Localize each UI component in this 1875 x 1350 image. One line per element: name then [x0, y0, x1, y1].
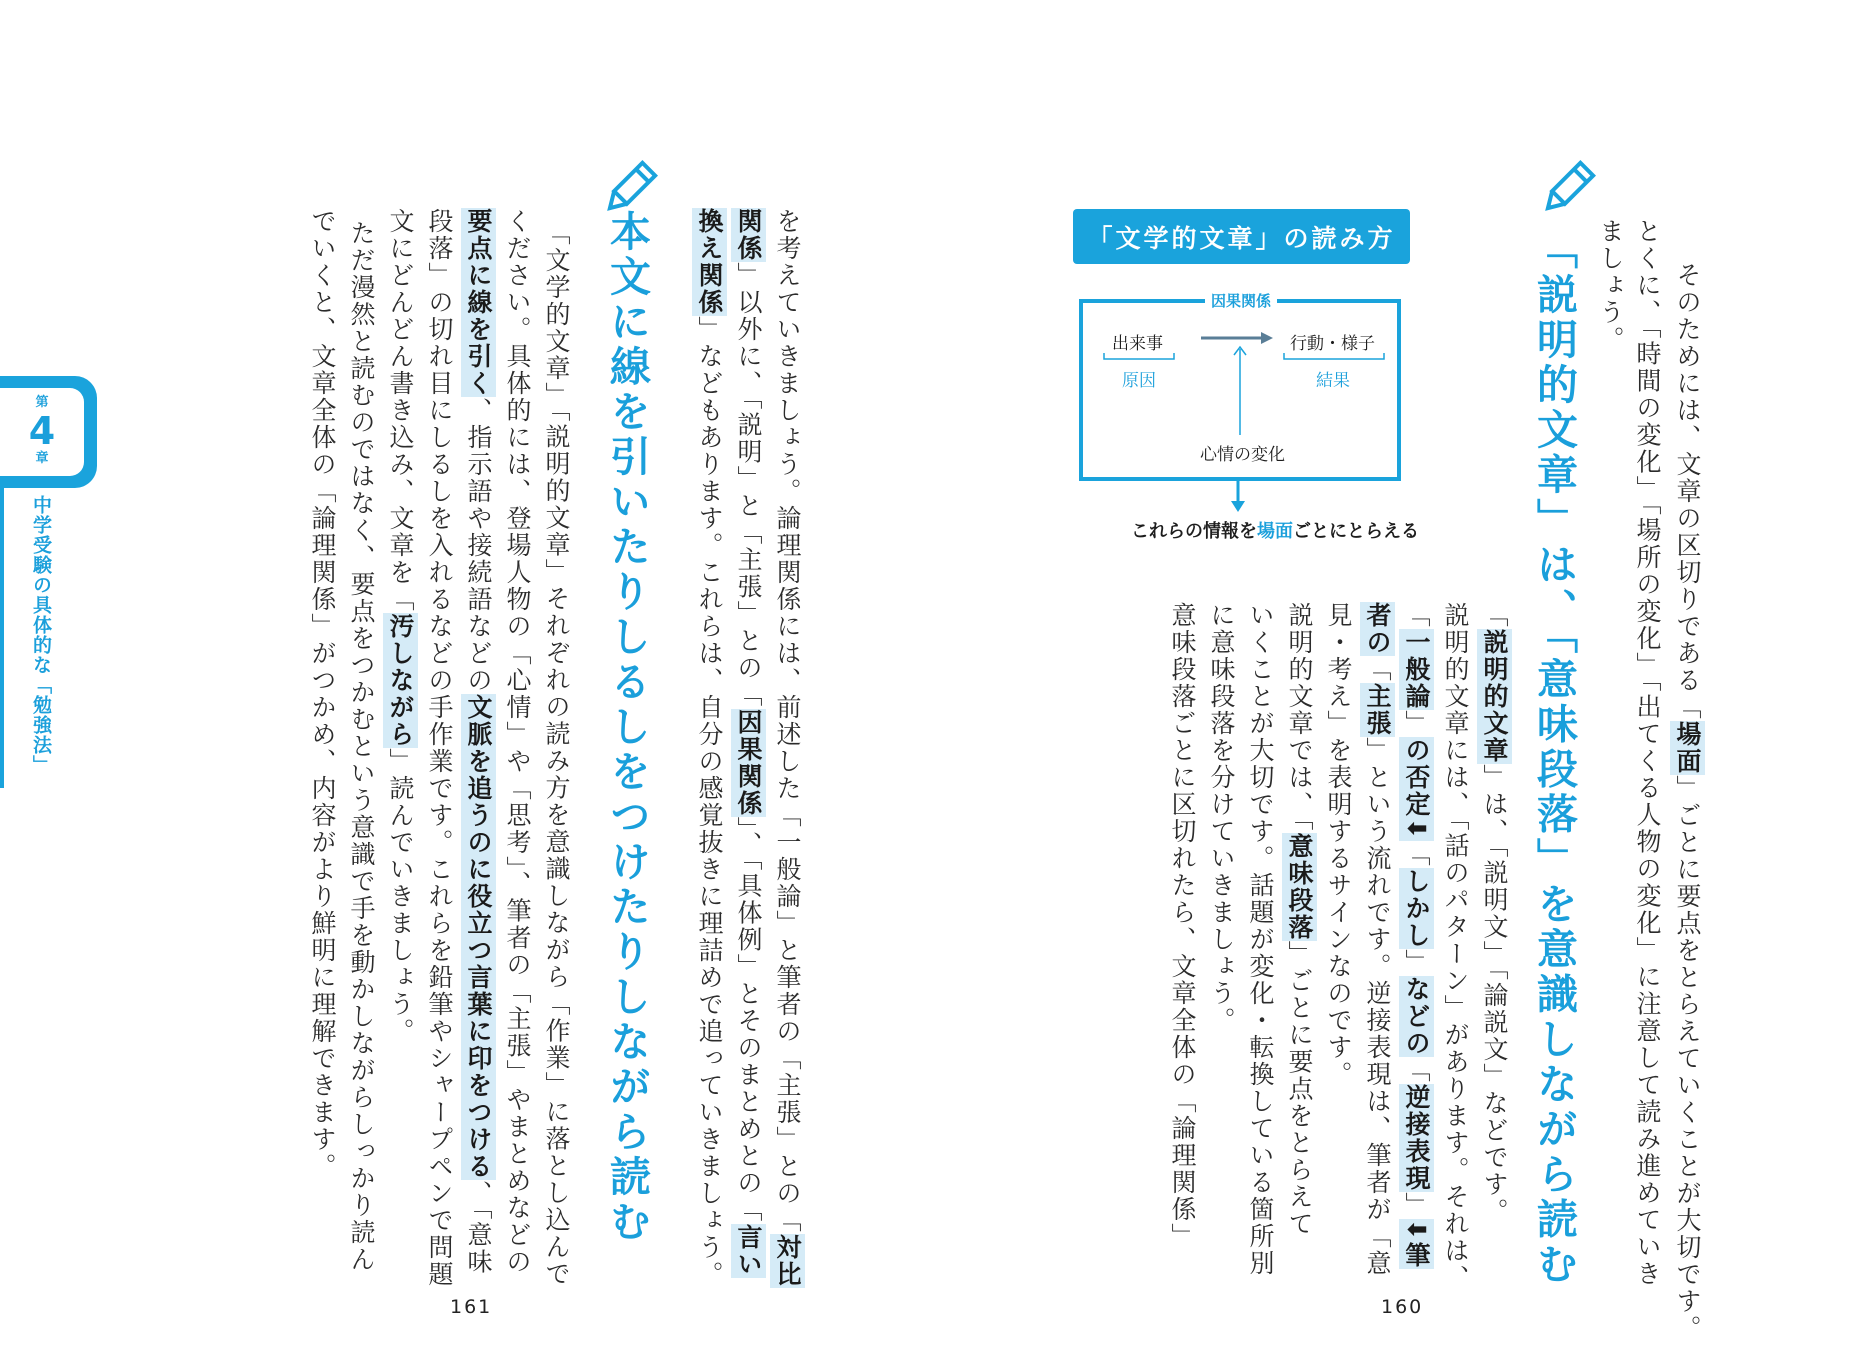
emphasis-run: 汚しながら — [383, 613, 418, 748]
diagram-bottom-label: 心情の変化 — [1200, 445, 1285, 465]
emphasis-run: 場面 — [1670, 721, 1705, 775]
left-body-col-3 — [466, 208, 491, 1276]
chapter-number: 4 — [28, 409, 56, 453]
text-run: に意味段落を分けていきましょう。 — [1207, 602, 1236, 1034]
diagram-caption — [1131, 517, 1419, 543]
text-run: ただ漫然と読むのではなく、要点をつかむという意識で手を動かしながらしっかり読ん — [347, 220, 376, 1273]
page-number-left: 161 — [450, 1296, 493, 1318]
chapter-side-line — [0, 488, 4, 788]
emphasis-run: などの — [1399, 976, 1434, 1057]
emphasis-run: 換え関係 — [692, 208, 727, 316]
text-run: 意味段落ごとに区切れたら、文章全体の「論理関係」 — [1168, 602, 1197, 1250]
text-run: ましょう。 — [1596, 218, 1625, 353]
left-body-col-6 — [349, 220, 374, 1273]
text-run: 」以外に、「説明」と「主張」との「 — [734, 262, 763, 709]
left-page — [0, 0, 937, 1350]
emphasis-run: 要点に線を引く — [461, 208, 496, 397]
text-run: 「 — [1402, 840, 1431, 868]
text-run: 説明的文章では、「 — [1285, 602, 1314, 833]
emphasis-run: 主張 — [1360, 683, 1395, 737]
diagram-right-label: 行動・様子 — [1290, 334, 1375, 354]
text-run: でいくと、文章全体の「論理関係」がつかめ、内容がより鮮明に理解できます。 — [308, 208, 337, 1180]
emphasis-run: 説明的文章 — [1477, 629, 1512, 764]
right-body-col-6 — [1287, 602, 1312, 1238]
text-run: そのためには、文章の区切りである「 — [1673, 262, 1702, 721]
right-intro-col-1 — [1675, 262, 1700, 1342]
right-intro-col-3 — [1598, 218, 1623, 353]
left-col-1 — [775, 208, 800, 1288]
left-body-col-1 — [544, 220, 569, 1288]
chapter-badge — [0, 388, 84, 476]
text-run: 「 — [1402, 602, 1431, 629]
text-run: 「 — [1363, 656, 1392, 683]
text-run: を考えていきましょう。論理関係には、前述した「一般論」と筆者の「主張」との「 — [773, 208, 802, 1234]
left-body-col-5 — [388, 208, 413, 1045]
emphasis-run: 文脈を追うのに役立つ言葉に印をつける — [461, 694, 496, 1180]
diagram-left-sub: 原因 — [1122, 371, 1156, 391]
right-body-col-1 — [1482, 602, 1507, 1225]
text-run: 」などもあります。これらは、自分の感覚抜きに理詰めで追っていきましょう。 — [695, 316, 724, 1288]
page-number-right: 160 — [1381, 1296, 1424, 1318]
left-heading: 本文に線を引いたりしるしをつけたりしながら読む — [603, 210, 651, 1245]
right-page — [938, 0, 1875, 1350]
emphasis-run: 因果関係 — [731, 709, 766, 817]
emphasis-run: 一般論 — [1399, 629, 1434, 710]
text-run: 説明的文章には、「話のパターン」があります。それは、 — [1441, 602, 1470, 1292]
right-body-col-4 — [1365, 602, 1390, 1277]
text-run: 「文学的文章」「説明的文章」それぞれの読み方を意識しながら「作業」に落とし込んで — [542, 220, 571, 1288]
text-run: 」ごとに要点をとらえていくことが大切です。 — [1673, 775, 1702, 1342]
text-run: 段落」の切れ目にしるしを入れるなどの手作業です。これらを鉛筆やシャープペンで問題 — [425, 208, 454, 1288]
text-run: 」 — [1402, 1191, 1431, 1219]
emphasis-run: 対比 — [770, 1234, 805, 1288]
chapter-prefix: 第 — [35, 395, 49, 410]
down-arrow-icon — [1225, 481, 1251, 513]
right-body-col-3 — [1404, 602, 1429, 1269]
diagram-left-bracket — [1103, 353, 1175, 361]
text-run: ください。具体的には、登場人物の「心情」や「思考」、筆者の「主張」やまとめなどの — [503, 208, 532, 1276]
up-arrow-icon — [1233, 345, 1247, 435]
right-intro-col-2 — [1635, 218, 1660, 1288]
text-run: 「 — [1480, 602, 1509, 629]
text-run: 見・考え」を表明するサインなのです。 — [1324, 602, 1353, 1088]
text-run: 」、「具体例」とそのまとめとの「 — [734, 816, 763, 1224]
diagram-left-label: 出来事 — [1112, 334, 1163, 354]
right-body-col-2 — [1443, 602, 1468, 1292]
emphasis-run: しかし — [1399, 868, 1434, 949]
right-body-col-7 — [1248, 602, 1273, 1277]
emphasis-run: ⬇筆 — [1399, 1219, 1434, 1269]
caption-after: ごとにとらえる — [1293, 521, 1419, 542]
emphasis-run: 関係 — [731, 208, 766, 262]
emphasis-run: 意味段落 — [1282, 833, 1317, 941]
text-run: 、指示語や接続語などの — [464, 397, 493, 694]
text-run: 」ごとに要点をとらえて — [1285, 940, 1314, 1238]
chapter-title: 中学受験の具体的な「勉強法」 — [30, 495, 52, 775]
left-col-2 — [736, 208, 761, 1278]
text-run: 「 — [1402, 1056, 1431, 1084]
left-body-col-2 — [505, 208, 530, 1276]
emphasis-run: 逆接表現 — [1399, 1084, 1434, 1192]
pencil-icon — [1536, 158, 1598, 220]
emphasis-run: 者の — [1360, 602, 1395, 656]
text-run: 」 — [1402, 710, 1431, 737]
right-body-col-5 — [1326, 602, 1351, 1088]
right-heading: 「説明的文章」は、「意味段落」を意識しながら読む — [1530, 228, 1578, 1288]
caption-highlight: 場面 — [1257, 521, 1293, 542]
text-run: 」という流れです。逆接表現は、筆者が「意 — [1363, 737, 1392, 1277]
diagram-right-bracket — [1283, 353, 1385, 361]
text-run: とくに、「時間の変化」「場所の変化」「出てくる人物の変化」に注意して読み進めていき — [1633, 218, 1662, 1288]
text-run: 、「意味 — [464, 1180, 493, 1276]
left-body-col-7 — [310, 208, 335, 1180]
left-body-col-4 — [427, 208, 452, 1288]
text-run: 」読んでいきましょう。 — [386, 748, 415, 1045]
emphasis-run: の否定⬇ — [1399, 737, 1434, 841]
caption-before: これらの情報を — [1131, 521, 1257, 542]
right-arrow-icon — [1201, 330, 1273, 346]
right-body-col-8 — [1209, 602, 1234, 1034]
text-run: いくことが大切です。話題が変化・転換している箇所別 — [1246, 602, 1275, 1277]
diagram-top-label: 因果関係 — [1205, 290, 1277, 311]
text-run: 文にどんどん書き込み、文章を「 — [386, 208, 415, 613]
diagram-right-sub: 結果 — [1316, 371, 1350, 391]
chapter-suffix: 章 — [35, 451, 49, 466]
left-col-3 — [697, 208, 722, 1288]
emphasis-run: 言い — [731, 1224, 766, 1278]
right-body-col-9 — [1170, 602, 1195, 1250]
diagram-title: 「文学的文章」の読み方 — [1073, 209, 1410, 264]
text-run: 」は、「説明文」「論説文」などです。 — [1480, 764, 1509, 1225]
text-run: 」 — [1402, 948, 1431, 976]
